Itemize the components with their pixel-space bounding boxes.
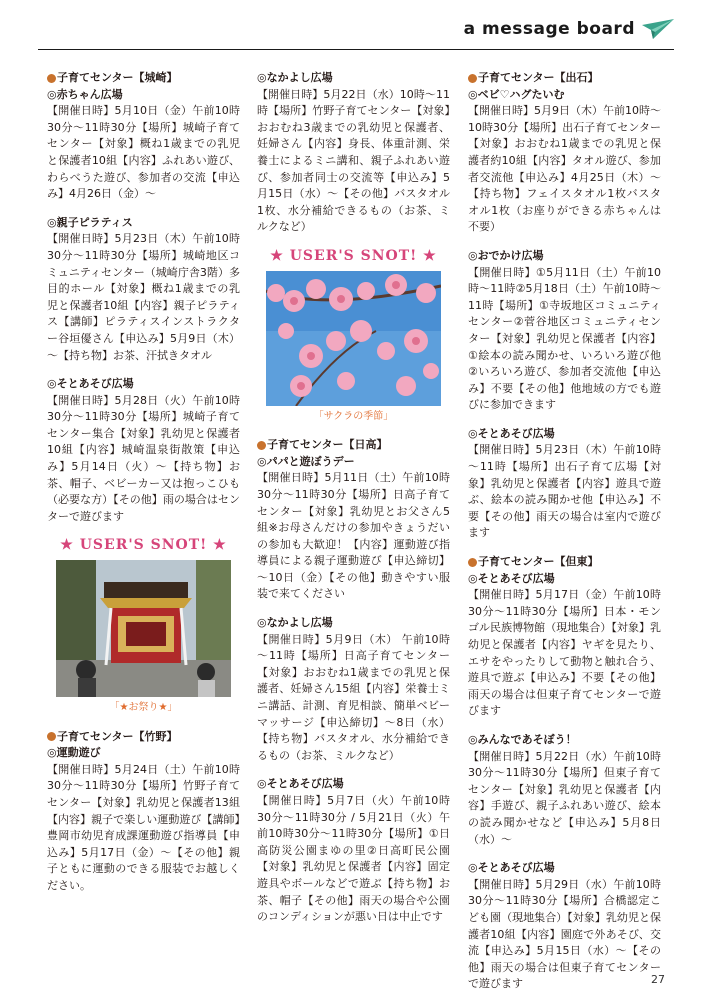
event-title: ◎パパと遊ぼうデー [257, 454, 355, 468]
cherry-blossom-photo [266, 271, 441, 406]
event-section [257, 776, 450, 925]
event-details: 【開催日時】5月28日（火）午前10時30分～11時30分【場所】城崎子育てセンター集合【対象】乳幼児と保護者10組【内容】城崎温泉街散策【申込み】5月14日（火）～【持ち物】お茶、帽子、ベビーカー又は抱っこひも（必要な方）【その他】雨の場合はセンターで遊びます [47, 393, 240, 523]
center-heading: 子育てセンター【日高】 [257, 437, 450, 454]
event-title: ◎おでかけ広場 [468, 248, 544, 262]
event-title: ◎なかよし広場 [257, 71, 333, 84]
event-title: ◎そとあそび広場 [468, 426, 555, 440]
event-section [47, 376, 240, 525]
snapshot-title: ★ USER'S SNOT! ★ [270, 247, 437, 264]
column-2 [257, 70, 450, 938]
event-details: 【開催日時】5月11日（土）午前10時30分～11時30分【場所】日高子育てセンター【対象】乳幼児とお父さん5組※お母さんだけの参加やきょうだいの参加も大歓迎！【内容】運動遊び指導員による親子運動遊び【申込締切】～10日（金）【その他】動きやすい服装で来てください [257, 471, 450, 601]
event-title: ◎そとあそび広場 [468, 861, 555, 875]
festival-photo [56, 560, 231, 697]
user-snapshot [257, 248, 450, 425]
event-section [468, 554, 661, 720]
column-1 [47, 70, 240, 907]
event-title: ◎そとあそび広場 [47, 377, 134, 391]
user-snapshot [47, 537, 240, 716]
event-details: 【開催日時】5月29日（水）午前10時30分～11時30分【場所】合橋認定こども園（現地集合）【対象】乳幼児と保護者10組【内容】園庭で外あそび、交流【申込み】5月15日（水）～【その他】雨天の場合は但東子育てセンターで遊びます [468, 877, 661, 991]
event-details: 【開催日時】5月22日（水）午前10時30分～11時30分【場所】但東子育てセンター【対象】乳幼児と保護者【内容】手遊び、親子ふれあい遊び、絵本の読み聞かせなど【申込み】5月8日（水）～ [468, 749, 661, 846]
event-title: ◎そとあそび広場 [468, 571, 555, 585]
event-section [468, 248, 661, 414]
snapshot-title: ★ USER'S SNOT! ★ [60, 537, 227, 554]
event-title: ◎赤ちゃん広場 [47, 87, 123, 101]
center-heading: 子育てセンター【竹野】 [47, 729, 240, 746]
event-title: ◎親子ピラティス [47, 215, 133, 229]
page-number: 27 [651, 973, 665, 986]
header-rule [38, 49, 674, 50]
paper-plane-icon [641, 18, 675, 40]
header-title: a message board [463, 19, 635, 39]
event-section [47, 215, 240, 364]
event-title: ◎運動遊び [47, 746, 101, 760]
event-section [468, 426, 661, 542]
center-heading: 子育てセンター【但東】 [468, 554, 661, 571]
event-section [468, 860, 661, 993]
event-title: ◎みんなであそぼう！ [468, 732, 577, 746]
event-title: ◎なかよし広場 [257, 616, 333, 630]
event-details: 【開催日時】5月9日（木） 午前10時～11時【場所】日高子育てセンター【対象】おおむね1歳までの乳児と保護者、妊婦さん15組【内容】栄養士ミニ講話、計測、育児相談、簡単ベビーマッサージ【申込締切】～8日（水）【持ち物】バスタオル、水分補給できるもの（お茶、ミルクなど） [257, 632, 450, 762]
bullet-dot-icon [257, 441, 266, 450]
bullet-dot-icon [468, 74, 477, 83]
event-details: 【開催日時】5月9日（木）午前10時～10時30分【場所】出石子育てセンター【対象】おおむね1歳までの乳児と保護者約10組【内容】タオル遊び、参加者交流他【申込み】4月25日（木）～【持ち物】フェイスタオル1枚バスタオル1枚（お座りができる赤ちゃんは不要） [468, 104, 661, 234]
event-details: 【開催日時】5月17日（金）午前10時30分～11時30分【場所】日本・モンゴル民族博物館（現地集合）【対象】乳幼児と保護者【内容】ヤギを見たり、エサをやったりして動物と触れ合う、遊具で遊ぶ【申込み】不要【その他】雨天の場合は但東子育てセンターで遊びます [468, 588, 661, 718]
event-section [468, 70, 661, 236]
event-section [47, 70, 240, 203]
event-details: 【開催日時】5月24日（土）午前10時30分～11時30分【場所】竹野子育てセンター【対象】乳幼児と保護者13組【内容】親子で楽しい運動遊び【講師】豊岡市幼児育成課運動遊び指導員【申込み】5月17日（金）～【その他】親子ともに運動のできる服装でお越しください。 [47, 762, 240, 892]
event-details: 【開催日時】5月7日（火）午前10時30分～11時30分 / 5月21日（火）午前10時30分～11時30分【場所】①日高防災公園まゆの里②日高町民公園【対象】乳幼児と保護者【内容】固定遊具やボールなどで遊ぶ【持ち物】お茶、帽子【その他】雨天の場合や公園のコンディションが悪い日は中止です [257, 794, 450, 924]
event-section [257, 70, 450, 236]
page-header [464, 18, 675, 40]
snapshot-caption: 「★お祭り★」 [109, 702, 178, 714]
event-details: 【開催日時】5月23日（木）午前10時30分～11時30分【場所】城崎地区コミュニティセンター（城崎庁舎3階）多目的ホール【対象】概ね1歳までの乳児と保護者10組【内容】親子ピラティス【講師】ピラティスインストラクター谷垣優さん【申込み】5月9日（木）～【持ち物】お茶、汗拭きタオル [47, 232, 240, 362]
snapshot-caption: 「サクラの季節」 [313, 410, 394, 422]
bullet-dot-icon [47, 74, 56, 83]
event-section [47, 729, 240, 895]
event-section [257, 615, 450, 764]
event-details: 【開催日時】5月22日（水）10時～11時【場所】竹野子育てセンター【対象】おおむね3歳までの乳幼児と保護者、妊婦さん【内容】身長、体重計測、栄養士によるミニ講和、親子ふれあい遊び、参加者同士の交流等【申込み】5月15日（水）～【その他】バスタオル1枚、水分補給できるもの（お茶、ミルクなど） [257, 87, 450, 234]
event-section [257, 437, 450, 603]
event-details: 【開催日時】5月10日（金）午前10時30分～11時30分【場所】城崎子育てセンター【対象】概ね1歳までの乳児と保護者10組【内容】ふれあい遊び、わらべうた遊び、参加者の交流【申込み】4月26日（金）～ [47, 104, 240, 201]
event-section [468, 732, 661, 848]
bullet-dot-icon [468, 558, 477, 567]
bullet-dot-icon [47, 732, 56, 741]
event-details: 【開催日時】5月23日（木）午前10時～11時【場所】出石子育て広場【対象】乳幼児と保護者【内容】遊具で遊ぶ、絵本の読み聞かせ他【申込み】不要【その他】雨天の場合は室内で遊びます [468, 443, 661, 540]
event-details: 【開催日時】①5月11日（土）午前10時～11時②5月18日（土）午前10時～11時【場所】①寺坂地区コミュニティセンター②菅谷地区コミュニティセンター【対象】乳幼児と保護者【内容】①絵本の読み聞かせ、いろいろ遊び他②いろいろ遊び、参加者交流他【申込み】不要【その他】他地域の方でも遊びに参加できます [468, 265, 661, 412]
center-heading: 子育てセンター【出石】 [468, 70, 661, 87]
event-title: ◎そとあそび広場 [257, 777, 344, 791]
event-title: ◎ベビ♡ハグたいむ [468, 87, 565, 101]
center-heading: 子育てセンター【城崎】 [47, 70, 240, 87]
column-3 [468, 70, 661, 1005]
